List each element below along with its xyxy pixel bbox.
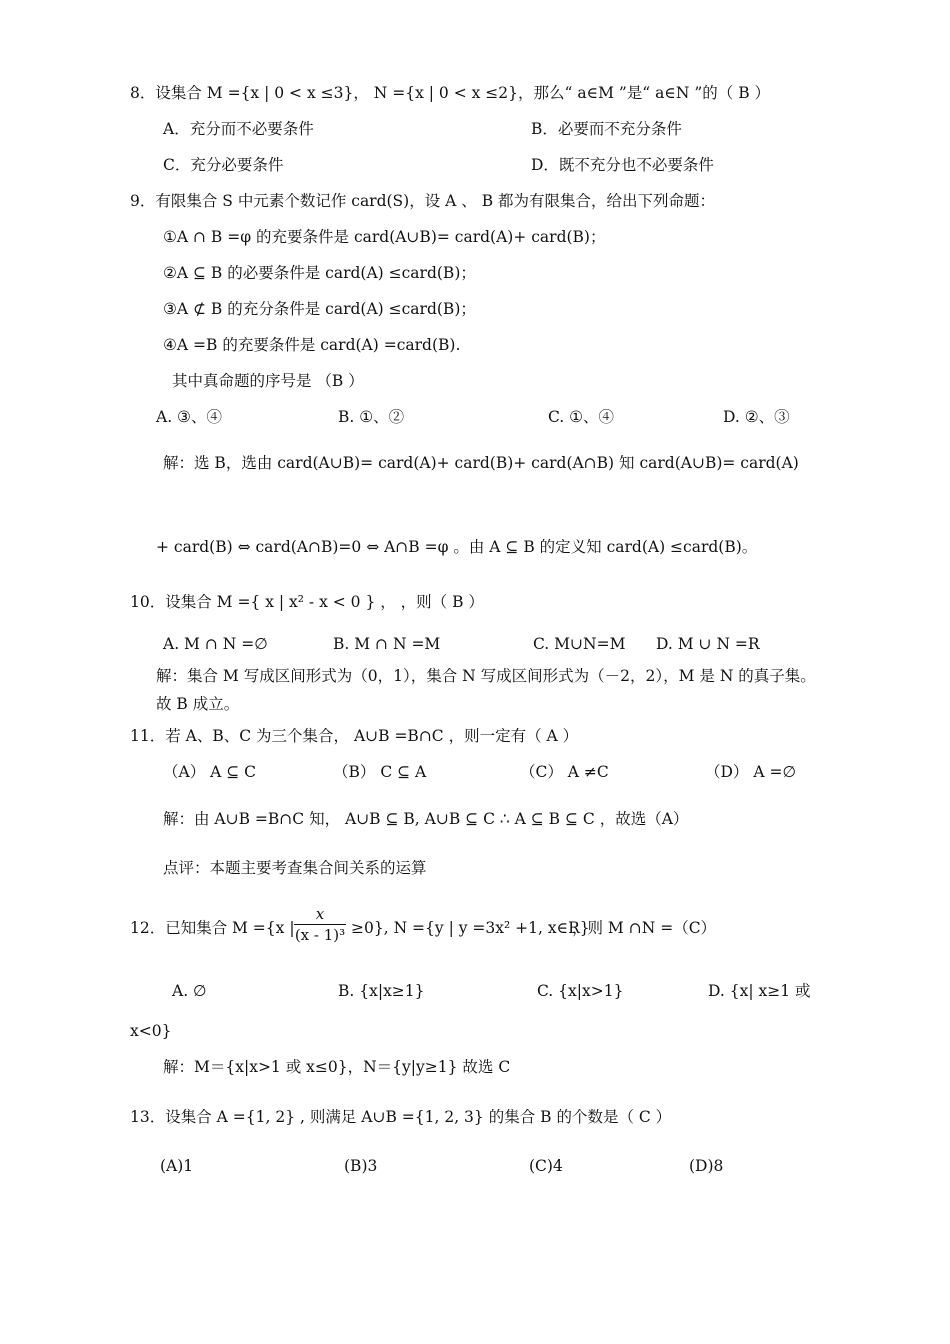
q9-option-d: D. ②、③ [723,408,790,426]
q12-option-d: D. {x| x≥1 或 [708,982,811,1000]
q10-option-d: D. M ∪ N =R [656,635,760,653]
q10-solution-line1: 解：集合 M 写成区间形式为（0，1），集合 N 写成区间形式为（－2，2），M 是 N 的真子集。 [156,667,816,685]
q12-fraction-denominator: (x - 1)³ [294,926,346,944]
q13-stem: 13．设集合 A ={1, 2} , 则满足 A∪B ={1, 2, 3} 的集合 B 的个数是（ C ） [130,1108,672,1126]
q12-m-set-tail: ≥0}, N ={y | y =3x² +1, x∈R} [351,919,590,937]
q12-fraction-numerator: x [315,905,325,923]
q12-m-set-open: M ={x | [232,919,295,937]
q9-solution-line1: 解：选 B，选由 card(A∪B)= card(A)+ card(B)+ card(A∩B) 知 card(A∪B)= card(A) [163,454,799,472]
q9-prop-1: ①A ∩ B =φ 的充要条件是 card(A∪B)= card(A)+ card(B)； [163,228,606,246]
q9-question: 其中真命题的序号是 （B ） [172,372,364,390]
q10-option-a: A. M ∩ N =∅ [163,635,268,653]
q11-option-b: （B） C ⊆ A [333,763,427,781]
q11-option-a: （A） A ⊆ C [163,763,257,781]
q10-stem: 10．设集合 M ={ x | x² - x < 0 } ， ，则（ B ） [130,593,484,611]
q12-solution: 解：M＝{x|x>1 或 x≤0}，N＝{y|y≥1} 故选 C [163,1058,511,1076]
q9-option-b: B. ①、② [338,408,405,426]
q11-comment: 点评：本题主要考查集合间关系的运算 [163,859,427,877]
q10-option-b: B. M ∩ N =M [333,635,441,653]
q13-option-b: (B)3 [344,1157,378,1175]
q12-option-a: A. ∅ [172,982,207,1000]
q11-option-d: （D） A =∅ [705,763,796,781]
q10-solution-line2: 故 B 成立。 [156,695,240,713]
q9-solution-line2: + card(B) ⇔ card(A∩B)=0 ⇔ A∩B =φ 。由 A ⊆ B 的定义知 card(A) ≤card(B)。 [156,538,758,556]
q9-stem: 9．有限集合 S 中元素个数记作 card(S)，设 A 、 B 都为有限集合，给出下列命题： [130,192,716,210]
q9-prop-3: ③A ⊄ B 的充分条件是 card(A) ≤card(B)； [163,300,476,318]
q13-option-a: (A)1 [160,1157,194,1175]
q8-option-d: D．既不充分也不必要条件 [531,156,714,174]
q8-option-c: C．充分必要条件 [163,156,284,174]
q11-solution: 解：由 A∪B =B∩C 知， A∪B ⊆ B, A∪B ⊆ C ∴ A ⊆ B ⊆ C ，故选（A） [163,810,689,828]
q9-option-a: A. ③、④ [156,408,222,426]
q8-stem: 8．设集合 M ={x | 0 < x ≤3}， N ={x | 0 < x ≤2}，那么“ a∈M ”是“ a∈N ”的（ B ） [130,84,771,102]
q13-option-c: (C)4 [529,1157,563,1175]
q12-option-d-wrap: x<0} [130,1022,172,1040]
q13-option-d: (D)8 [689,1157,724,1175]
q11-stem: 11．若 A、B、C 为三个集合， A∪B =B∩C ，则一定有（ A ） [130,727,579,745]
q9-prop-2: ②A ⊆ B 的必要条件是 card(A) ≤card(B)； [163,264,476,282]
q11-option-c: （C） A ≠C [520,763,609,781]
q12-option-b: B. {x|x≥1} [338,982,425,1000]
q9-prop-4: ④A =B 的充要条件是 card(A) =card(B). [163,336,461,354]
q12-fraction-bar [294,924,346,925]
q9-option-c: C. ①、④ [548,408,615,426]
q10-option-c: C. M∪N=M [533,635,626,653]
q8-option-b: B．必要而不充分条件 [531,120,682,138]
q12-fraction [292,905,348,944]
q12-stem-prefix: 12．已知集合 [130,919,228,937]
q12-stem-suffix: ，则 M ∩N =（C） [572,919,717,937]
q12-option-c: C. {x|x>1} [537,982,624,1000]
q8-option-a: A．充分而不必要条件 [163,120,314,138]
